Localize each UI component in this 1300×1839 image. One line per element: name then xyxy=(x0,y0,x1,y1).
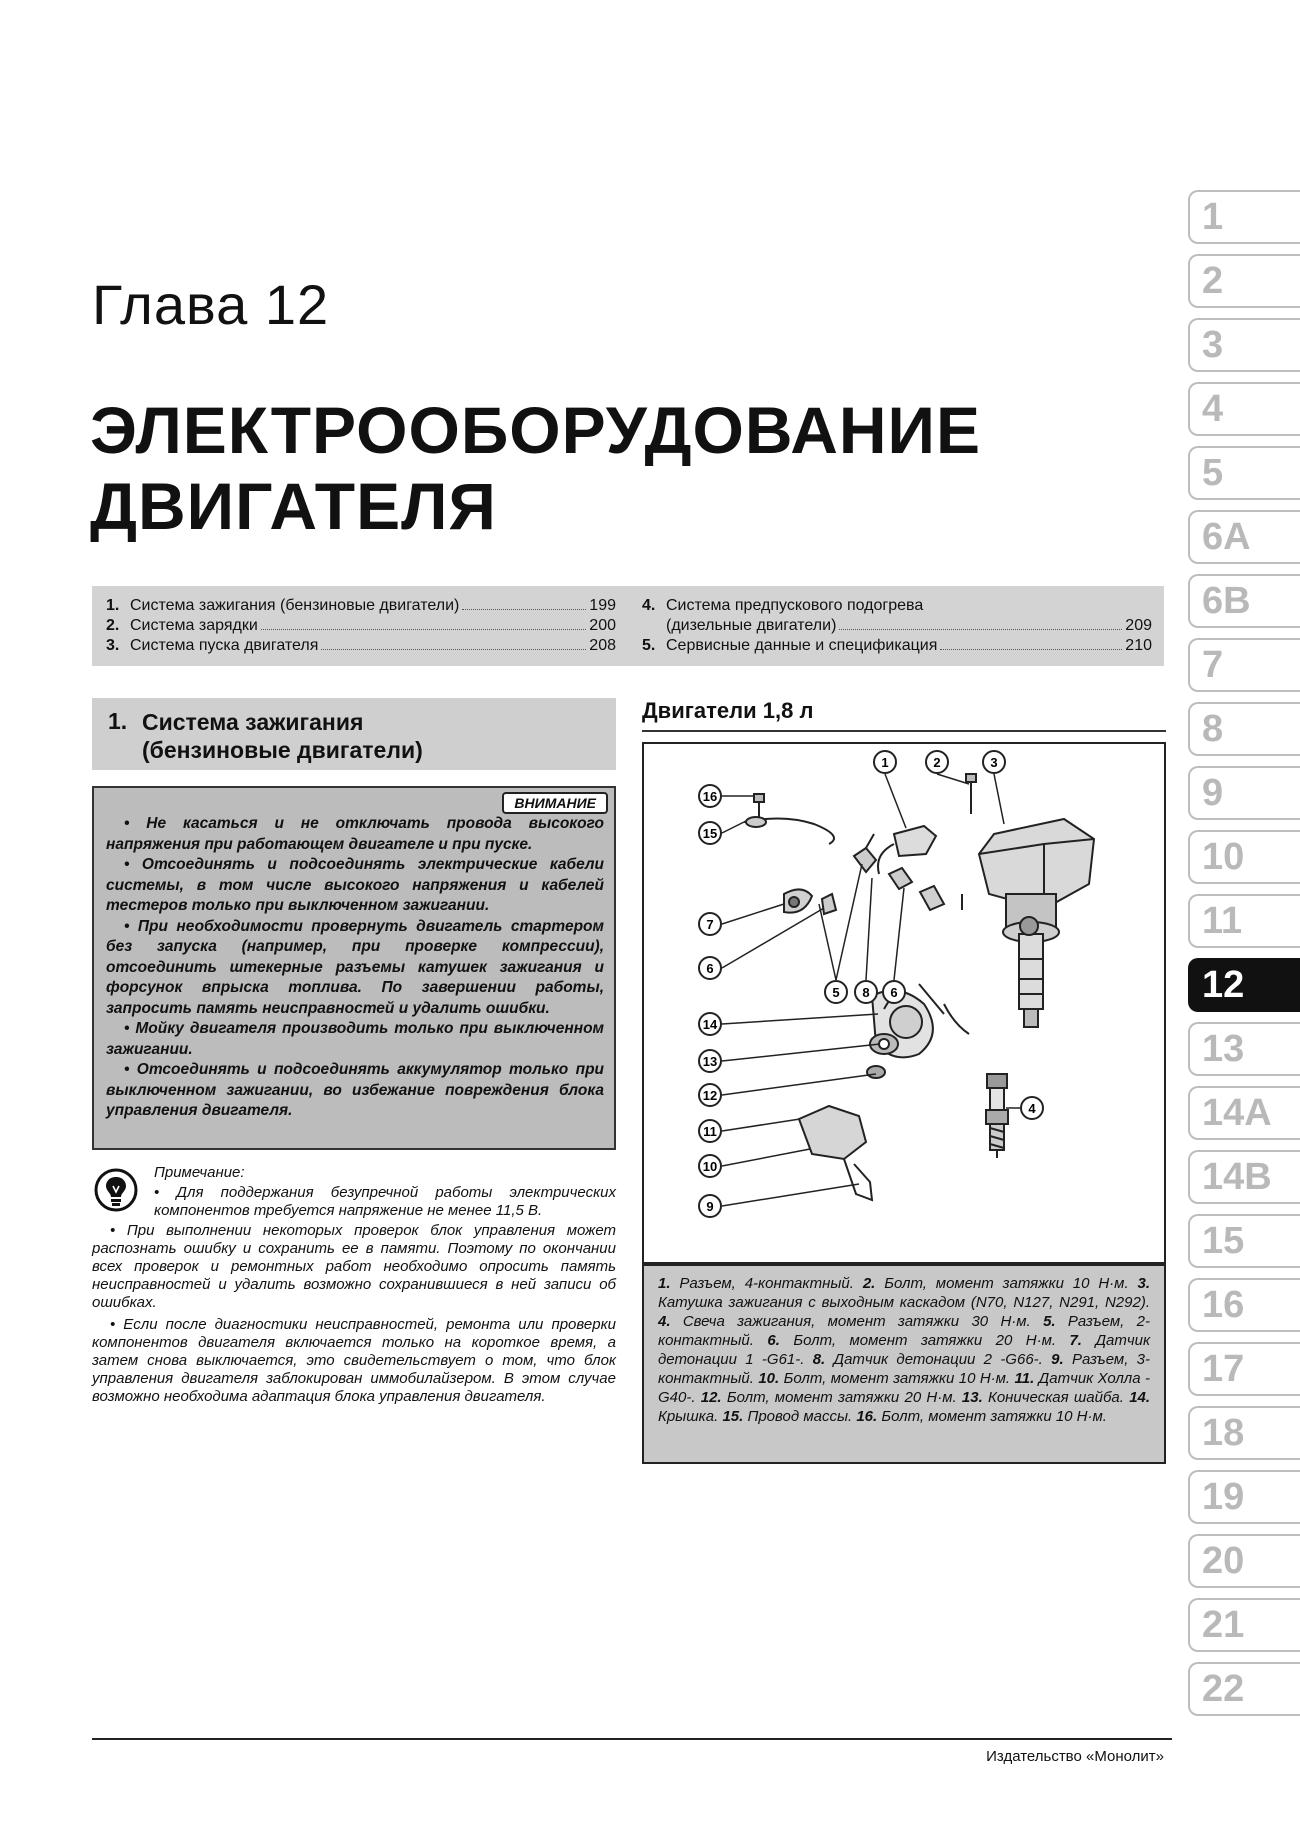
ignition-diagram xyxy=(642,742,1166,1264)
chapter-tab-21[interactable]: 21 xyxy=(1188,1598,1300,1652)
callout-label: 6 xyxy=(706,961,714,976)
caption-item-number: 9. xyxy=(1051,1351,1064,1368)
toc-dot-leader xyxy=(261,616,587,630)
callout-label: 3 xyxy=(990,755,998,770)
toc-entry xyxy=(642,616,1152,636)
chapter-tab-17[interactable]: 17 xyxy=(1188,1342,1300,1396)
chapter-tab-18[interactable]: 18 xyxy=(1188,1406,1300,1460)
callout-label: 10 xyxy=(702,1159,718,1174)
publisher-footer: Издательство «Монолит» xyxy=(986,1748,1164,1765)
caption-item-text: Провод массы. xyxy=(747,1408,853,1425)
caption-item-text: Болт, момент затяжки 20 Н·м. xyxy=(793,1332,1057,1349)
attention-item: • Мойку двигателя производить только при выключенном зажигании. xyxy=(106,1020,604,1058)
caption-item-number: 13. xyxy=(961,1389,983,1406)
toc-entry-number xyxy=(642,616,666,636)
attention-body xyxy=(106,814,604,1122)
callout-label: 7 xyxy=(706,917,714,932)
chapter-tab-7[interactable]: 7 xyxy=(1188,638,1300,692)
callout-label: 13 xyxy=(702,1054,718,1069)
caption-item-text: Коническая шайба. xyxy=(987,1389,1124,1406)
chapter-tab-20[interactable]: 20 xyxy=(1188,1534,1300,1588)
caption-item-number: 10. xyxy=(758,1370,780,1387)
caption-item-text: Болт, момент затяжки 10 Н·м. xyxy=(783,1370,1011,1387)
toc-entry xyxy=(642,596,1152,616)
chapter-tab-14a[interactable]: 14A xyxy=(1188,1086,1300,1140)
caption-item-number: 16. xyxy=(856,1408,878,1425)
toc-entry-page: 199 xyxy=(589,597,616,614)
toc-dot-leader xyxy=(839,616,1122,630)
section-number: 1. xyxy=(108,708,128,734)
caption-item-number: 14. xyxy=(1129,1389,1151,1406)
caption-item-number: 4. xyxy=(658,1313,671,1330)
caption-item-text: Разъем, 3-контактный. xyxy=(658,1351,1150,1387)
caption-item-number: 1. xyxy=(658,1275,671,1292)
caption-item-number: 3. xyxy=(1137,1275,1150,1292)
table-of-contents xyxy=(92,586,1164,666)
caption-item-number: 15. xyxy=(722,1408,744,1425)
attention-item: • Отсоединять и подсоединять аккумулятор только при выключенном зажигании, во избежание повреждения блока управления двигателя. xyxy=(106,1061,604,1119)
toc-entry xyxy=(106,636,616,656)
caption-item-text: Болт, момент затяжки 10 Н·м. xyxy=(884,1275,1129,1292)
caption-item-number: 2. xyxy=(862,1275,876,1292)
chapter-tab-5[interactable]: 5 xyxy=(1188,446,1300,500)
toc-entry-title: (дизельные двигатели) xyxy=(666,617,837,634)
caption-item-text: Свеча зажигания, момент затяжки 30 Н·м. xyxy=(682,1313,1031,1330)
attention-item: • Отсоединять и подсоединять электрические кабели системы, в том числе высокого напряжения и кабелей тестеров только при выключенном зажигании. xyxy=(106,856,604,914)
toc-entry-title: Система зарядки xyxy=(130,617,258,634)
toc-dot-leader xyxy=(462,596,586,610)
caption-item-number: 6. xyxy=(767,1332,780,1349)
callout-label: 15 xyxy=(702,826,718,841)
toc-dot-leader xyxy=(940,636,1122,650)
chapter-tabs xyxy=(1188,190,1300,1726)
caption-item-text: Датчик Холла -G40-. xyxy=(658,1370,1151,1406)
chapter-tab-16[interactable]: 16 xyxy=(1188,1278,1300,1332)
caption-item-text: Болт, момент затяжки 20 Н·м. xyxy=(726,1389,957,1406)
toc-entry-number: 1. xyxy=(106,597,120,614)
caption-item-text: Крышка. xyxy=(658,1408,719,1425)
toc-entry xyxy=(106,616,616,636)
caption-item-number: 12. xyxy=(700,1389,722,1406)
callout-label: 6 xyxy=(890,985,898,1000)
section-title xyxy=(142,708,423,764)
toc-entry-page: 209 xyxy=(1125,617,1152,634)
callout-label: 4 xyxy=(1028,1101,1036,1116)
toc-entry-title: Система предпускового подогрева xyxy=(666,597,924,614)
figure-caption xyxy=(642,1264,1166,1464)
attention-box xyxy=(92,786,616,1150)
chapter-tab-11[interactable]: 11 xyxy=(1188,894,1300,948)
paragraph-1: • При выполнении некоторых проверок блок управления может распознать ошибку и сохранить ее в памяти. Поэтому по окончании всех проверок и ремонтных работ необходимо опросить память неисправностей и удалить возможно сохранившиеся в ней записи об ошибках. xyxy=(92,1222,616,1311)
chapter-tab-6a[interactable]: 6A xyxy=(1188,510,1300,564)
paragraph-2: • Если после диагностики неисправностей, ремонта или проверки компонентов двигателя включается только на короткое время, а затем снова выключается, это свидетельствует о том, что блок управления двигателя заблокирован иммобилайзером. В этом случае возможно необходима адаптация блока управления двигателя. xyxy=(92,1316,616,1405)
caption-item-number: 11. xyxy=(1014,1370,1035,1387)
caption-item-text: Датчик детонации 2 -G66-. xyxy=(833,1351,1043,1368)
callout-label: 5 xyxy=(832,985,840,1000)
toc-entry-title: Система пуска двигателя xyxy=(130,637,319,654)
chapter-tab-12[interactable]: 12 xyxy=(1188,958,1300,1012)
chapter-tab-10[interactable]: 10 xyxy=(1188,830,1300,884)
toc-entry-title: Система зажигания (бензиновые двигатели) xyxy=(130,597,460,614)
chapter-title-line1: ЭЛЕКТРООБОРУДОВАНИЕ xyxy=(90,393,981,467)
callout-label: 1 xyxy=(881,755,889,770)
callout-label: 12 xyxy=(702,1088,718,1103)
callout-label: 9 xyxy=(706,1199,714,1214)
footer-rule xyxy=(92,1738,1172,1740)
chapter-tab-13[interactable]: 13 xyxy=(1188,1022,1300,1076)
toc-entry-title: Сервисные данные и спецификация xyxy=(666,637,938,654)
chapter-tab-8[interactable]: 8 xyxy=(1188,702,1300,756)
lightbulb-icon xyxy=(94,1168,138,1212)
toc-entry-number: 2. xyxy=(106,617,120,634)
attention-badge: ВНИМАНИЕ xyxy=(502,792,608,814)
callout-label: 14 xyxy=(702,1017,718,1032)
attention-item: • При необходимости провернуть двигатель стартером без запуска (например, при проверке компрессии), отсоединить штекерные разъемы катушек зажигания и форсунок впрыска топлива. По завершении работы, запросить память неисправностей и удалить ошибки. xyxy=(106,917,604,1017)
toc-left-column xyxy=(106,596,616,656)
callout-label: 16 xyxy=(702,789,718,804)
figure-heading-rule xyxy=(642,730,1166,732)
note-body: • Для поддержания безупречной работы электрических компонентов требуется напряжение не менее 11,5 В. xyxy=(154,1184,616,1219)
chapter-tab-9[interactable]: 9 xyxy=(1188,766,1300,820)
toc-entry xyxy=(106,596,616,616)
attention-item: • Не касаться и не отключать провода высокого напряжения при работающем двигателе и при пуске. xyxy=(106,815,604,853)
callout-label: 11 xyxy=(703,1124,717,1139)
chapter-title xyxy=(90,392,981,544)
chapter-tab-14b[interactable]: 14B xyxy=(1188,1150,1300,1204)
distributor-drawing xyxy=(979,819,1094,1027)
chapter-tab-19[interactable]: 19 xyxy=(1188,1470,1300,1524)
toc-right-column xyxy=(642,596,1152,656)
section-title-line1: Система зажигания xyxy=(142,709,364,735)
section-title-line2: (бензиновые двигатели) xyxy=(142,737,423,763)
caption-item-number: 8. xyxy=(812,1351,826,1368)
caption-item-number: 5. xyxy=(1043,1313,1056,1330)
chapter-tab-4[interactable]: 4 xyxy=(1188,382,1300,436)
toc-entry-page: 210 xyxy=(1125,637,1152,654)
toc-dot-leader xyxy=(321,636,586,650)
callout-label: 2 xyxy=(933,755,941,770)
chapter-tab-2[interactable]: 2 xyxy=(1188,254,1300,308)
section-heading xyxy=(92,698,616,770)
chapter-tab-15[interactable]: 15 xyxy=(1188,1214,1300,1268)
chapter-tab-6b[interactable]: 6B xyxy=(1188,574,1300,628)
chapter-tab-1[interactable]: 1 xyxy=(1188,190,1300,244)
caption-item-text: Датчик детонации 1 -G61-. xyxy=(658,1332,1151,1368)
figure-heading: Двигатели 1,8 л xyxy=(642,698,814,723)
callout-label: 8 xyxy=(862,985,870,1000)
caption-item-text: Разъем, 2-контактный. xyxy=(658,1313,1150,1349)
caption-item-text: Разъем, 4-контактный. xyxy=(679,1275,854,1292)
toc-entry-number: 3. xyxy=(106,637,120,654)
toc-entry-number: 4. xyxy=(642,597,656,614)
toc-entry-number: 5. xyxy=(642,637,656,654)
chapter-tab-22[interactable]: 22 xyxy=(1188,1662,1300,1716)
chapter-tab-3[interactable]: 3 xyxy=(1188,318,1300,372)
toc-entry-page: 208 xyxy=(589,637,616,654)
toc-entry-page: 200 xyxy=(589,617,616,634)
caption-item-text: Болт, момент затяжки 10 Н·м. xyxy=(881,1408,1107,1425)
chapter-label: Глава 12 xyxy=(92,273,330,336)
toc-entry xyxy=(642,636,1152,656)
note-title: Примечание: xyxy=(154,1164,245,1181)
chapter-title-line2: ДВИГАТЕЛЯ xyxy=(90,469,497,543)
caption-item-number: 7. xyxy=(1069,1332,1082,1349)
caption-item-text: Катушка зажигания с выходным каскадом (N70, N127, N291, N292). xyxy=(658,1294,1150,1311)
diagram-drawing xyxy=(644,744,1164,1262)
